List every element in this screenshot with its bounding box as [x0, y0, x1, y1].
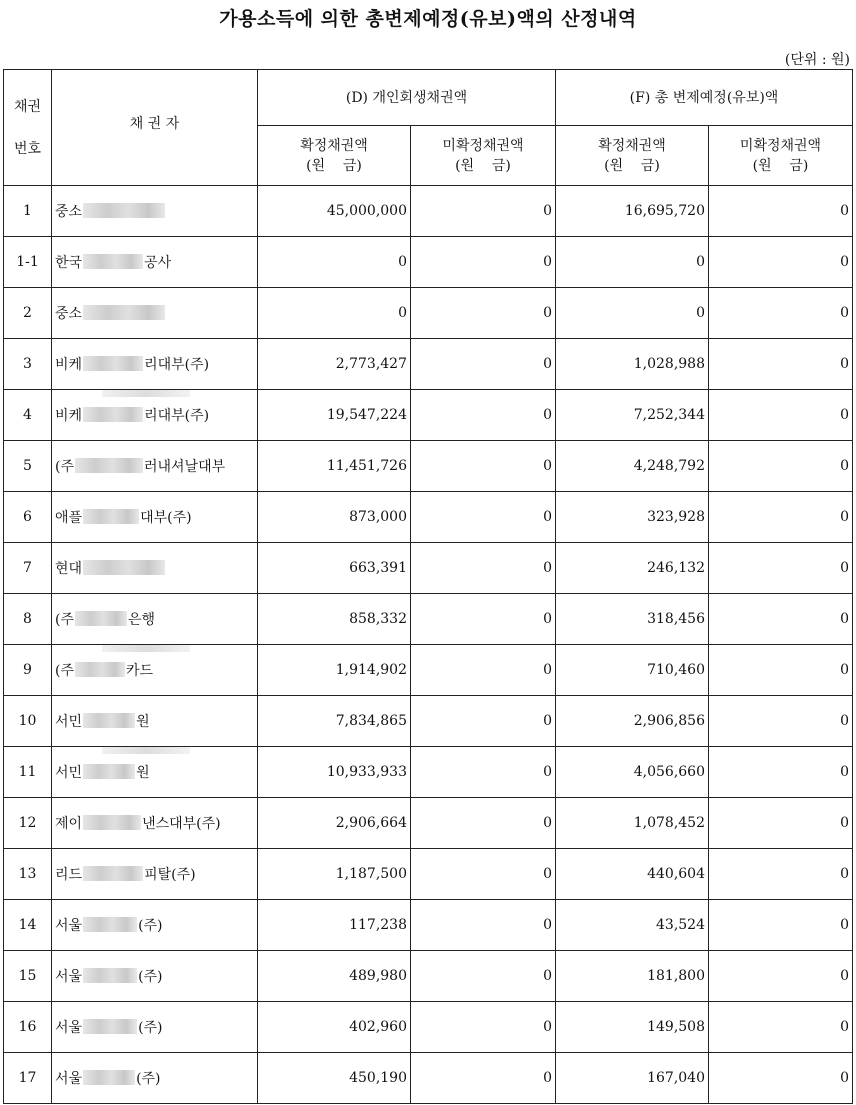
- creditor-name: [52, 186, 258, 237]
- creditor-name: [52, 645, 258, 696]
- d-confirmed-amount: 663,391: [258, 543, 411, 594]
- header-f-unconfirmed-label: 미확정채권액: [739, 137, 822, 154]
- redaction-mark: [83, 509, 139, 524]
- f-unconfirmed-amount: 0: [709, 237, 853, 288]
- d-unconfirmed-amount: 0: [411, 543, 556, 594]
- redaction-mark: [83, 764, 135, 779]
- redaction-mark: [83, 815, 141, 830]
- creditor-no: 2: [4, 288, 52, 339]
- creditor-no: 17: [4, 1053, 52, 1104]
- header-d-unconfirmed-sub: (원 금): [455, 157, 511, 174]
- d-unconfirmed-amount: 0: [411, 798, 556, 849]
- f-confirmed-amount: 7,252,344: [556, 390, 709, 441]
- d-confirmed-amount: 2,906,664: [258, 798, 411, 849]
- creditor-name: [52, 1002, 258, 1053]
- d-unconfirmed-amount: 0: [411, 339, 556, 390]
- creditor-no: 9: [4, 645, 52, 696]
- creditor-name-prefix: (주: [55, 459, 74, 475]
- creditor-name: [52, 441, 258, 492]
- table-row: [4, 186, 853, 237]
- redaction-mark: [75, 611, 127, 626]
- header-d-confirmed-label: 확정채권액: [300, 137, 368, 154]
- d-unconfirmed-amount: 0: [411, 1053, 556, 1104]
- creditor-name-prefix: 비케: [55, 357, 83, 373]
- d-unconfirmed-amount: 0: [411, 237, 556, 288]
- redaction-mark: [83, 356, 143, 371]
- redaction-mark: [83, 713, 135, 728]
- creditor-name-suffix: 낸스대부(주): [142, 816, 221, 832]
- creditor-name-prefix: (주: [55, 612, 74, 628]
- redaction-mark: [75, 662, 125, 677]
- f-confirmed-amount: 16,695,720: [556, 186, 709, 237]
- f-unconfirmed-amount: 0: [709, 186, 853, 237]
- creditor-no: 4: [4, 390, 52, 441]
- creditor-name: [52, 594, 258, 645]
- creditor-name-prefix: 서울: [55, 1071, 83, 1087]
- header-d-confirmed: [258, 126, 411, 186]
- creditor-name-suffix: (주): [138, 969, 163, 985]
- creditor-name: [52, 696, 258, 747]
- table-row: [4, 798, 853, 849]
- header-d-unconfirmed: [411, 126, 556, 186]
- f-unconfirmed-amount: 0: [709, 390, 853, 441]
- creditor-no: 15: [4, 951, 52, 1002]
- repayment-table: [3, 69, 853, 1104]
- f-unconfirmed-amount: 0: [709, 594, 853, 645]
- document-title: 가용소득에 의한 총변제예정(유보)액의 산정내역: [219, 8, 637, 30]
- header-f-confirmed-label: 확정채권액: [598, 137, 666, 154]
- creditor-name-suffix: 리대부(주): [144, 357, 210, 373]
- d-confirmed-amount: 45,000,000: [258, 186, 411, 237]
- table-row: [4, 849, 853, 900]
- f-unconfirmed-amount: 0: [709, 1053, 853, 1104]
- table-row: [4, 390, 853, 441]
- redaction-mark: [83, 917, 137, 932]
- f-confirmed-amount: 149,508: [556, 1002, 709, 1053]
- header-d-confirmed-sub: (원 금): [306, 157, 362, 174]
- header-no-line1: 채권: [13, 98, 42, 115]
- f-confirmed-amount: 440,604: [556, 849, 709, 900]
- d-unconfirmed-amount: 0: [411, 951, 556, 1002]
- d-confirmed-amount: 117,238: [258, 900, 411, 951]
- redaction-mark: [102, 645, 190, 653]
- table-body: [4, 186, 853, 1104]
- d-confirmed-amount: 11,451,726: [258, 441, 411, 492]
- creditor-no: 1: [4, 186, 52, 237]
- creditor-name-prefix: 제이: [55, 816, 83, 832]
- redaction-mark: [83, 305, 165, 320]
- header-no-line2: 번호: [13, 140, 42, 157]
- creditor-name: [52, 237, 258, 288]
- creditor-name-prefix: 서민: [55, 765, 83, 781]
- creditor-no: 12: [4, 798, 52, 849]
- creditor-name-suffix: 대부(주): [140, 510, 192, 526]
- unit-label: (단위 : 원): [784, 52, 850, 68]
- f-confirmed-amount: 181,800: [556, 951, 709, 1002]
- d-confirmed-amount: 19,547,224: [258, 390, 411, 441]
- creditor-no: 16: [4, 1002, 52, 1053]
- d-unconfirmed-amount: 0: [411, 1002, 556, 1053]
- creditor-no: 13: [4, 849, 52, 900]
- header-group-d: (D) 개인회생채권액: [258, 70, 556, 126]
- creditor-name-suffix: 공사: [144, 255, 172, 271]
- f-confirmed-amount: 323,928: [556, 492, 709, 543]
- creditor-name: [52, 390, 258, 441]
- creditor-name-prefix: (주: [55, 663, 74, 679]
- creditor-no: 14: [4, 900, 52, 951]
- d-confirmed-amount: 1,187,500: [258, 849, 411, 900]
- creditor-name-suffix: (주): [138, 918, 163, 934]
- header-d-unconfirmed-label: 미확정채권액: [442, 137, 524, 154]
- redaction-mark: [102, 747, 190, 755]
- redaction-mark: [83, 968, 137, 983]
- f-confirmed-amount: 43,524: [556, 900, 709, 951]
- f-unconfirmed-amount: 0: [709, 696, 853, 747]
- table-header: [4, 70, 853, 186]
- header-creditor-no: [4, 70, 52, 186]
- table-row: [4, 339, 853, 390]
- header-group-f: (F) 총 변제예정(유보)액: [556, 70, 853, 126]
- creditor-name: [52, 951, 258, 1002]
- f-unconfirmed-amount: 0: [709, 951, 853, 1002]
- creditor-name: [52, 543, 258, 594]
- creditor-no: 6: [4, 492, 52, 543]
- table-row: [4, 288, 853, 339]
- d-unconfirmed-amount: 0: [411, 288, 556, 339]
- f-confirmed-amount: 710,460: [556, 645, 709, 696]
- d-confirmed-amount: 402,960: [258, 1002, 411, 1053]
- creditor-name-prefix: 서울: [55, 1020, 83, 1036]
- table-row: [4, 900, 853, 951]
- f-unconfirmed-amount: 0: [709, 288, 853, 339]
- d-unconfirmed-amount: 0: [411, 390, 556, 441]
- creditor-name-prefix: 중소: [55, 306, 83, 322]
- creditor-name: [52, 1053, 258, 1104]
- creditor-name-suffix: 은행: [128, 612, 156, 628]
- creditor-name-suffix: (주): [136, 1071, 161, 1087]
- d-unconfirmed-amount: 0: [411, 492, 556, 543]
- f-unconfirmed-amount: 0: [709, 492, 853, 543]
- f-confirmed-amount: 2,906,856: [556, 696, 709, 747]
- d-confirmed-amount: 2,773,427: [258, 339, 411, 390]
- creditor-name: [52, 747, 258, 798]
- d-unconfirmed-amount: 0: [411, 186, 556, 237]
- redaction-mark: [83, 866, 143, 881]
- table-row: [4, 1053, 853, 1104]
- header-f-unconfirmed: [709, 126, 853, 186]
- d-unconfirmed-amount: 0: [411, 747, 556, 798]
- creditor-name: [52, 492, 258, 543]
- creditor-name-prefix: 중소: [55, 204, 83, 220]
- creditor-name-prefix: 서민: [55, 714, 83, 730]
- d-confirmed-amount: 489,980: [258, 951, 411, 1002]
- creditor-name: [52, 798, 258, 849]
- creditor-name-suffix: 리대부(주): [144, 408, 210, 424]
- creditor-name-prefix: 애플: [55, 510, 83, 526]
- f-unconfirmed-amount: 0: [709, 849, 853, 900]
- creditor-name-prefix: 서울: [55, 918, 83, 934]
- d-unconfirmed-amount: 0: [411, 900, 556, 951]
- header-f-confirmed: [556, 126, 709, 186]
- f-unconfirmed-amount: 0: [709, 339, 853, 390]
- creditor-name: [52, 900, 258, 951]
- f-unconfirmed-amount: 0: [709, 543, 853, 594]
- creditor-name-prefix: 한국: [55, 255, 83, 271]
- table-row: [4, 543, 853, 594]
- table-row: [4, 492, 853, 543]
- header-f-confirmed-sub: (원 금): [604, 157, 660, 174]
- creditor-name: [52, 339, 258, 390]
- redaction-mark: [83, 203, 165, 218]
- redaction-mark: [83, 407, 143, 422]
- d-confirmed-amount: 450,190: [258, 1053, 411, 1104]
- d-unconfirmed-amount: 0: [411, 645, 556, 696]
- creditor-name-prefix: 비케: [55, 408, 83, 424]
- d-confirmed-amount: 7,834,865: [258, 696, 411, 747]
- creditor-name-suffix: 카드: [126, 663, 154, 679]
- f-unconfirmed-amount: 0: [709, 441, 853, 492]
- d-confirmed-amount: 873,000: [258, 492, 411, 543]
- d-unconfirmed-amount: 0: [411, 594, 556, 645]
- creditor-no: 11: [4, 747, 52, 798]
- redaction-mark: [102, 390, 190, 398]
- table-row: [4, 237, 853, 288]
- creditor-no: 3: [4, 339, 52, 390]
- d-unconfirmed-amount: 0: [411, 696, 556, 747]
- table-row: [4, 645, 853, 696]
- redaction-mark: [83, 1070, 135, 1085]
- redaction-mark: [75, 458, 143, 473]
- creditor-name-prefix: 현대: [55, 561, 83, 577]
- creditor-no: 8: [4, 594, 52, 645]
- creditor-name-suffix: 피탈(주): [144, 867, 196, 883]
- d-confirmed-amount: 0: [258, 288, 411, 339]
- table-row: [4, 747, 853, 798]
- creditor-name-suffix: (주): [138, 1020, 163, 1036]
- f-confirmed-amount: 167,040: [556, 1053, 709, 1104]
- f-confirmed-amount: 1,028,988: [556, 339, 709, 390]
- creditor-no: 10: [4, 696, 52, 747]
- f-confirmed-amount: 318,456: [556, 594, 709, 645]
- creditor-name-suffix: 원: [136, 714, 150, 730]
- header-creditor: 채 권 자: [52, 70, 258, 186]
- redaction-mark: [83, 254, 143, 269]
- d-confirmed-amount: 858,332: [258, 594, 411, 645]
- creditor-name: [52, 849, 258, 900]
- f-unconfirmed-amount: 0: [709, 645, 853, 696]
- f-unconfirmed-amount: 0: [709, 900, 853, 951]
- creditor-name: [52, 288, 258, 339]
- f-confirmed-amount: 4,056,660: [556, 747, 709, 798]
- redaction-mark: [83, 1019, 137, 1034]
- table-row: [4, 696, 853, 747]
- table-row: [4, 441, 853, 492]
- f-confirmed-amount: 0: [556, 288, 709, 339]
- f-confirmed-amount: 0: [556, 237, 709, 288]
- d-unconfirmed-amount: 0: [411, 441, 556, 492]
- f-confirmed-amount: 246,132: [556, 543, 709, 594]
- header-f-unconfirmed-sub: (원 금): [752, 157, 809, 174]
- f-unconfirmed-amount: 0: [709, 798, 853, 849]
- creditor-name-prefix: 리드: [55, 867, 83, 883]
- creditor-name-prefix: 서울: [55, 969, 83, 985]
- table-row: [4, 594, 853, 645]
- creditor-no: 1-1: [4, 237, 52, 288]
- f-confirmed-amount: 4,248,792: [556, 441, 709, 492]
- d-confirmed-amount: 10,933,933: [258, 747, 411, 798]
- f-unconfirmed-amount: 0: [709, 747, 853, 798]
- creditor-name-suffix: 러내셔날대부: [144, 459, 226, 475]
- f-confirmed-amount: 1,078,452: [556, 798, 709, 849]
- creditor-no: 7: [4, 543, 52, 594]
- creditor-name-suffix: 원: [136, 765, 150, 781]
- table-row: [4, 951, 853, 1002]
- table-row: [4, 1002, 853, 1053]
- d-confirmed-amount: 1,914,902: [258, 645, 411, 696]
- d-confirmed-amount: 0: [258, 237, 411, 288]
- redaction-mark: [83, 560, 165, 575]
- d-unconfirmed-amount: 0: [411, 849, 556, 900]
- creditor-no: 5: [4, 441, 52, 492]
- f-unconfirmed-amount: 0: [709, 1002, 853, 1053]
